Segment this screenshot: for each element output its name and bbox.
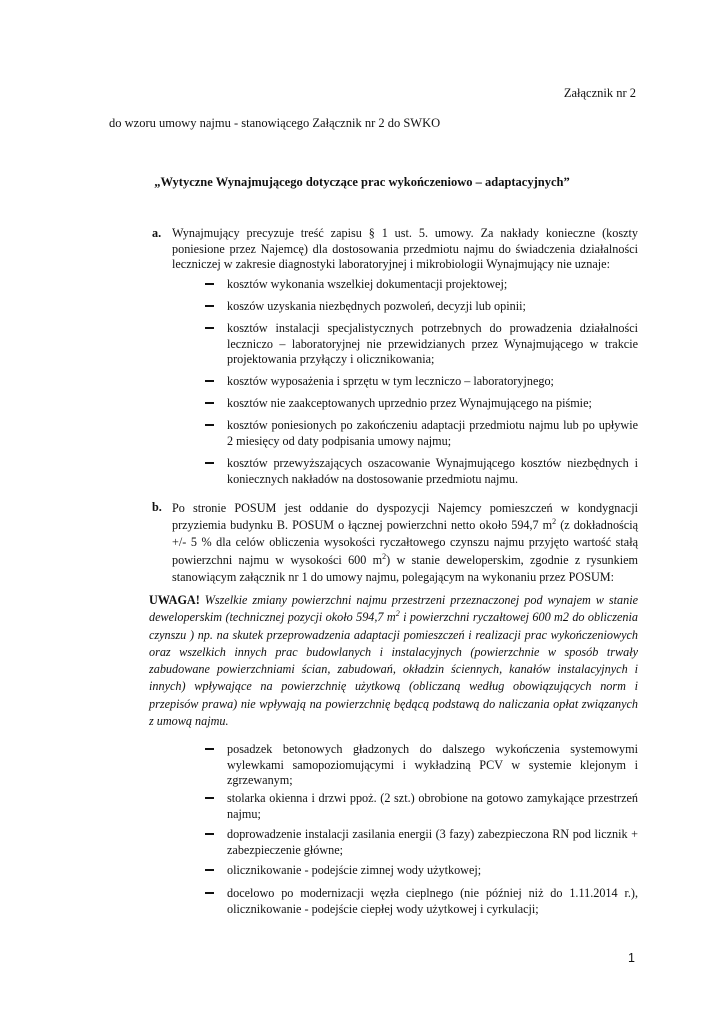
list-item: olicznikowanie - podejście zimnej wody użytkowej;: [227, 863, 482, 877]
list-item: kosztów poniesionych po zakończeniu adaptacji przedmiotu najmu lub po upływie 2 miesięcy od daty podpisania umowy najmu;: [227, 418, 638, 448]
dash-bullet-icon: [205, 380, 214, 382]
note-label: UWAGA!: [149, 593, 200, 607]
dash-bullet-icon: [205, 462, 214, 464]
attachment-label: Załącznik nr 2: [563, 86, 636, 100]
list-item: kosztów wyposażenia i sprzętu w tym leczniczo – laboratoryjnego;: [227, 374, 554, 388]
list-item: kosztów nie zaakceptowanych uprzednio przez Wynajmującego na piśmie;: [227, 396, 592, 410]
page-number: 1: [628, 951, 635, 965]
list-item: kosztów przewyższających oszacowanie Wynajmującego kosztów niezbędnych i koniecznych nakładów na dostosowanie przedmiotu najmu.: [227, 456, 638, 486]
list-item: posadzek betonowych gładzonych do dalszego wykończenia systemowymi wylewkami samopoziomującymi i wykładziną PCV w systemie klejonym i zgrzewanym;: [227, 742, 638, 787]
dash-bullet-icon: [205, 833, 214, 835]
list-item: koszów uzyskania niezbędnych pozwoleń, decyzji lub opinii;: [227, 299, 526, 313]
section-a-label: a.: [152, 226, 162, 240]
dash-bullet-icon: [205, 892, 214, 894]
dash-bullet-icon: [205, 797, 214, 799]
note-paragraph: UWAGA! Wszelkie zmiany powierzchni najmu przestrzeni przeznaczonej pod wynajem w stanie deweloperskim (technicznej pozycji około 594,7 $m^2$ i powierzchni ryczałtowej 600 m2 do obliczenia czynszu ) np. na skutek przeprowadzenia adaptacji pomieszczeń i realizacji prac wykończeniowych oraz wszelkich innych prac budowlanych i instalacyjnych (powierzchnie w sposób trwały zabudowane powierzchniami ścian, zabudowań, okładzin ściennych, kanałów instalacyjnych i innych) wpływające na powierzchnię użytkową (obliczaną według obowiązujących norm i przepisów prawa) nie wpływają na powierzchnię będącą podstawą do naliczania opłat związanych z umową najmu.: [149, 593, 638, 729]
document-title: „Wytyczne Wynajmującego dotyczące prac wykończeniowo – adaptacyjnych”: [154, 175, 570, 189]
dash-bullet-icon: [205, 327, 214, 329]
list-item: stolarka okienna i drzwi ppoż. (2 szt.) obrobione na gotowo zamykające przestrzeń najmu;: [227, 791, 638, 821]
document-subtitle: do wzoru umowy najmu - stanowiącego Załącznik nr 2 do SWKO: [109, 116, 441, 130]
dash-bullet-icon: [205, 402, 214, 404]
section-b-text: Po stronie POSUM jest oddanie do dyspozycji Najemcy pomieszczeń w kondygnacji przyziemia budynku B. POSUM o łącznej powierzchni netto około 594,7 $m^2$ (z dokładnością +/- 5 % dla celów obliczenia wysokości ryczałtowego czynszu najmu przyjęto wartość stałą powierzchni najmu w wysokości 600 $m^2$) w stanie deweloperskim, zgodnie z rysunkiem stanowiącym załącznik nr 1 do umowy najmu, polegającym na wykonaniu przez POSUM:: [172, 501, 639, 584]
dash-bullet-icon: [205, 869, 214, 871]
dash-bullet-icon: [205, 748, 214, 750]
list-item: doprowadzenie instalacji zasilania energii (3 fazy) zabezpieczona RN pod licznik + zabezpieczenie główne;: [227, 827, 638, 857]
list-item: docelowo po modernizacji węzła cieplnego (nie później niż do 1.11.2014 r.), olicznikowanie - podejście ciepłej wody użytkowej i cyrkulacji;: [227, 886, 638, 916]
section-b-label: b.: [152, 500, 162, 514]
list-item: kosztów instalacji specjalistycznych potrzebnych do prowadzenia działalności leczniczo – laboratoryjnej nie przewidzianych przez Wynajmującego w trakcie projektowania przyłączy i olicznikowania;: [227, 321, 638, 366]
dash-bullet-icon: [205, 283, 214, 285]
dash-bullet-icon: [205, 305, 214, 307]
section-a-text: Wynajmujący precyzuje treść zapisu § 1 ust. 5. umowy. Za nakłady konieczne (koszty poniesione przez Najemcę) dla dostosowania przedmiotu najmu do świadczenia działalności leczniczej w zakresie diagnostyki laboratoryjnej i mikrobiologii Wynajmujący nie uznaje:: [172, 226, 638, 271]
dash-bullet-icon: [205, 424, 214, 426]
list-item: kosztów wykonania wszelkiej dokumentacji projektowej;: [227, 277, 508, 291]
